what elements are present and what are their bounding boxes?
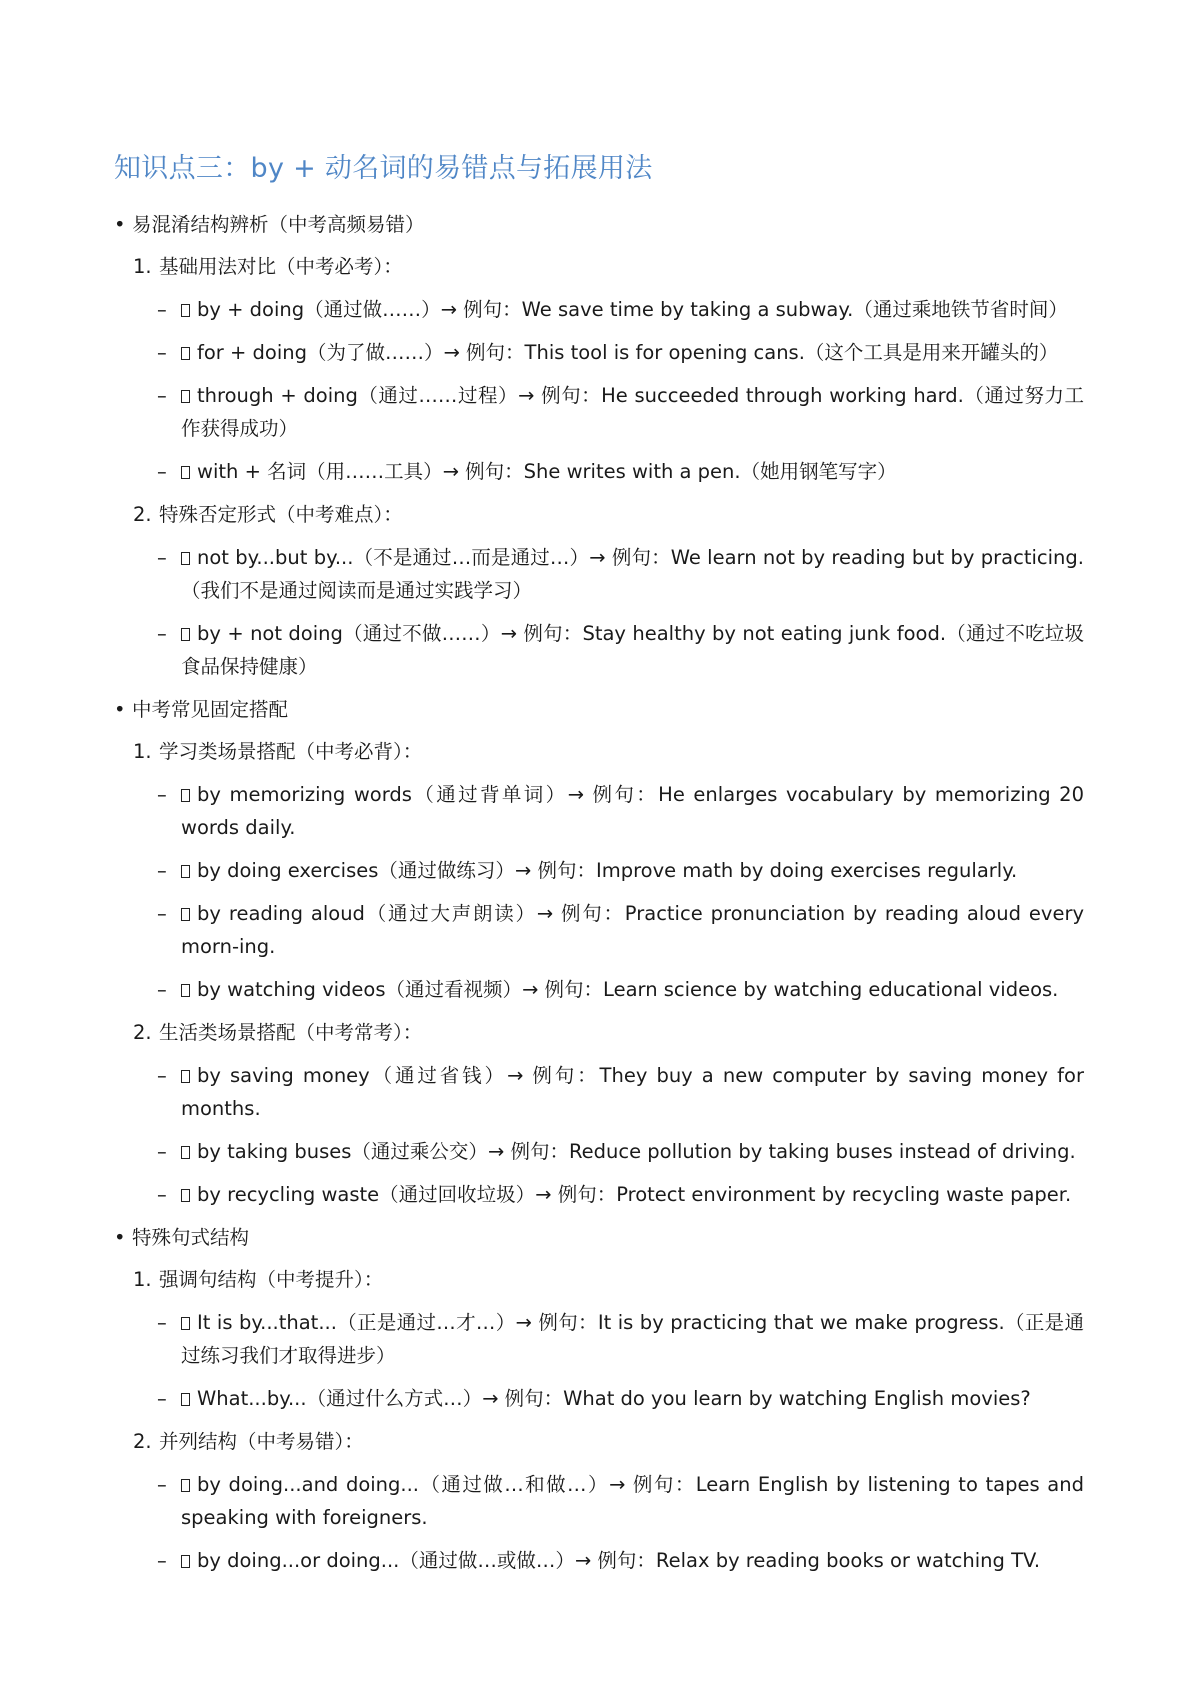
checkbox-placeholder-icon <box>181 1555 190 1568</box>
list-item <box>114 541 1084 607</box>
list-item <box>114 973 1084 1006</box>
list-item-text: by memorizing words（通过背单词）→ 例句：He enlarges vocabulary by memorizing 20 words daily. <box>181 783 1084 839</box>
group-heading <box>114 250 1084 293</box>
group-number: 2. <box>133 1430 152 1453</box>
list-item-text: for + doing（为了做……）→ 例句：This tool is for opening cans.（这个工具是用来开罐头的） <box>197 341 1059 364</box>
checkbox-placeholder-icon <box>181 1479 190 1492</box>
list-item <box>114 854 1084 887</box>
list-item-text: by taking buses（通过乘公交）→ 例句：Reduce pollution by taking buses instead of driving. <box>197 1140 1076 1163</box>
list-item-text: It is by...that...（正是通过…才…）→ 例句：It is by practicing that we make progress.（正是通过练习我们才取得进步） <box>181 1311 1084 1367</box>
group-heading-text: 基础用法对比（中考必考）： <box>159 255 403 278</box>
checkbox-placeholder-icon <box>181 1146 190 1159</box>
list-item-text: not by...but by...（不是通过…而是通过…）→ 例句：We learn not by reading but by practicing.（我们不是通过阅读而是通过实践学习） <box>181 546 1084 602</box>
group-heading <box>114 498 1084 541</box>
list-item <box>114 778 1084 844</box>
checkbox-placeholder-icon <box>181 1070 190 1083</box>
section-special-sentences <box>114 1221 1084 1577</box>
list-item <box>114 1382 1084 1415</box>
group-heading <box>114 1263 1084 1306</box>
group-number: 1. <box>133 740 152 763</box>
section-confusing-structures <box>114 208 1084 683</box>
section-heading: • 特殊句式结构 <box>114 1221 1084 1263</box>
list-item <box>114 1306 1084 1372</box>
checkbox-placeholder-icon <box>181 789 190 802</box>
list-item <box>114 455 1084 488</box>
list-item-text: by doing...and doing...（通过做…和做…）→ 例句：Learn English by listening to tapes and speaking with foreigners. <box>181 1473 1084 1529</box>
checkbox-placeholder-icon <box>181 552 190 565</box>
list-item-text: What...by...（通过什么方式…）→ 例句：What do you learn by watching English movies? <box>197 1387 1031 1410</box>
list-item-text: by watching videos（通过看视频）→ 例句：Learn science by watching educational videos. <box>197 978 1059 1001</box>
checkbox-placeholder-icon <box>181 347 190 360</box>
group-number: 2. <box>133 1021 152 1044</box>
list-item-text: by recycling waste（通过回收垃圾）→ 例句：Protect environment by recycling waste paper. <box>197 1183 1072 1206</box>
group-heading <box>114 1016 1084 1059</box>
group-heading <box>114 735 1084 778</box>
section-heading: • 易混淆结构辨析（中考高频易错） <box>114 208 1084 250</box>
page-title: 知识点三：by + 动名词的易错点与拓展用法 <box>114 153 653 184</box>
checkbox-placeholder-icon <box>181 865 190 878</box>
checkbox-placeholder-icon <box>181 304 190 317</box>
group-heading <box>114 1425 1084 1468</box>
list-item-text: by reading aloud（通过大声朗读）→ 例句：Practice pronunciation by reading aloud every morn-ing. <box>181 902 1084 958</box>
checkbox-placeholder-icon <box>181 628 190 641</box>
checkbox-placeholder-icon <box>181 908 190 921</box>
list-item <box>114 1059 1084 1125</box>
checkbox-placeholder-icon <box>181 984 190 997</box>
list-item-text: by saving money（通过省钱）→ 例句：They buy a new computer by saving money for months. <box>181 1064 1084 1120</box>
group-heading-text: 特殊否定形式（中考难点）： <box>159 503 403 526</box>
group-number: 2. <box>133 503 152 526</box>
list-item <box>114 336 1084 369</box>
group-number: 1. <box>133 255 152 278</box>
list-item-text: by doing...or doing...（通过做…或做…）→ 例句：Relax by reading books or watching TV. <box>197 1549 1041 1572</box>
group-heading-text: 并列结构（中考易错）： <box>159 1430 364 1453</box>
group-heading-text: 学习类场景搭配（中考必背）： <box>159 740 423 763</box>
group-parallel <box>114 1425 1084 1577</box>
group-heading-text: 生活类场景搭配（中考常考）： <box>159 1021 423 1044</box>
content-body <box>114 208 1084 1587</box>
list-item <box>114 1468 1084 1534</box>
list-item-text: by + not doing（通过不做……）→ 例句：Stay healthy by not eating junk food.（通过不吃垃圾食品保持健康） <box>181 622 1084 678</box>
group-negative-forms <box>114 498 1084 683</box>
list-item <box>114 1135 1084 1168</box>
list-item <box>114 379 1084 445</box>
group-emphatic <box>114 1263 1084 1415</box>
group-life-scenes <box>114 1016 1084 1211</box>
list-item <box>114 897 1084 963</box>
group-heading-text: 强调句结构（中考提升）： <box>159 1268 384 1291</box>
checkbox-placeholder-icon <box>181 1317 190 1330</box>
group-number: 1. <box>133 1268 152 1291</box>
list-item <box>114 617 1084 683</box>
group-study-scenes <box>114 735 1084 1006</box>
checkbox-placeholder-icon <box>181 1189 190 1202</box>
group-basic-usage <box>114 250 1084 488</box>
section-heading: • 中考常见固定搭配 <box>114 693 1084 735</box>
checkbox-placeholder-icon <box>181 466 190 479</box>
checkbox-placeholder-icon <box>181 390 190 403</box>
list-item <box>114 293 1084 326</box>
list-item-text: with + 名词（用……工具）→ 例句：She writes with a pen.（她用钢笔写字） <box>197 460 897 483</box>
section-fixed-collocations <box>114 693 1084 1211</box>
list-item <box>114 1178 1084 1211</box>
list-item-text: by doing exercises（通过做练习）→ 例句：Improve math by doing exercises regularly. <box>197 859 1018 882</box>
list-item-text: by + doing（通过做……）→ 例句：We save time by taking a subway.（通过乘地铁节省时间） <box>197 298 1068 321</box>
list-item <box>114 1544 1084 1577</box>
checkbox-placeholder-icon <box>181 1393 190 1406</box>
list-item-text: through + doing（通过……过程）→ 例句：He succeeded through working hard.（通过努力工作获得成功） <box>181 384 1084 440</box>
